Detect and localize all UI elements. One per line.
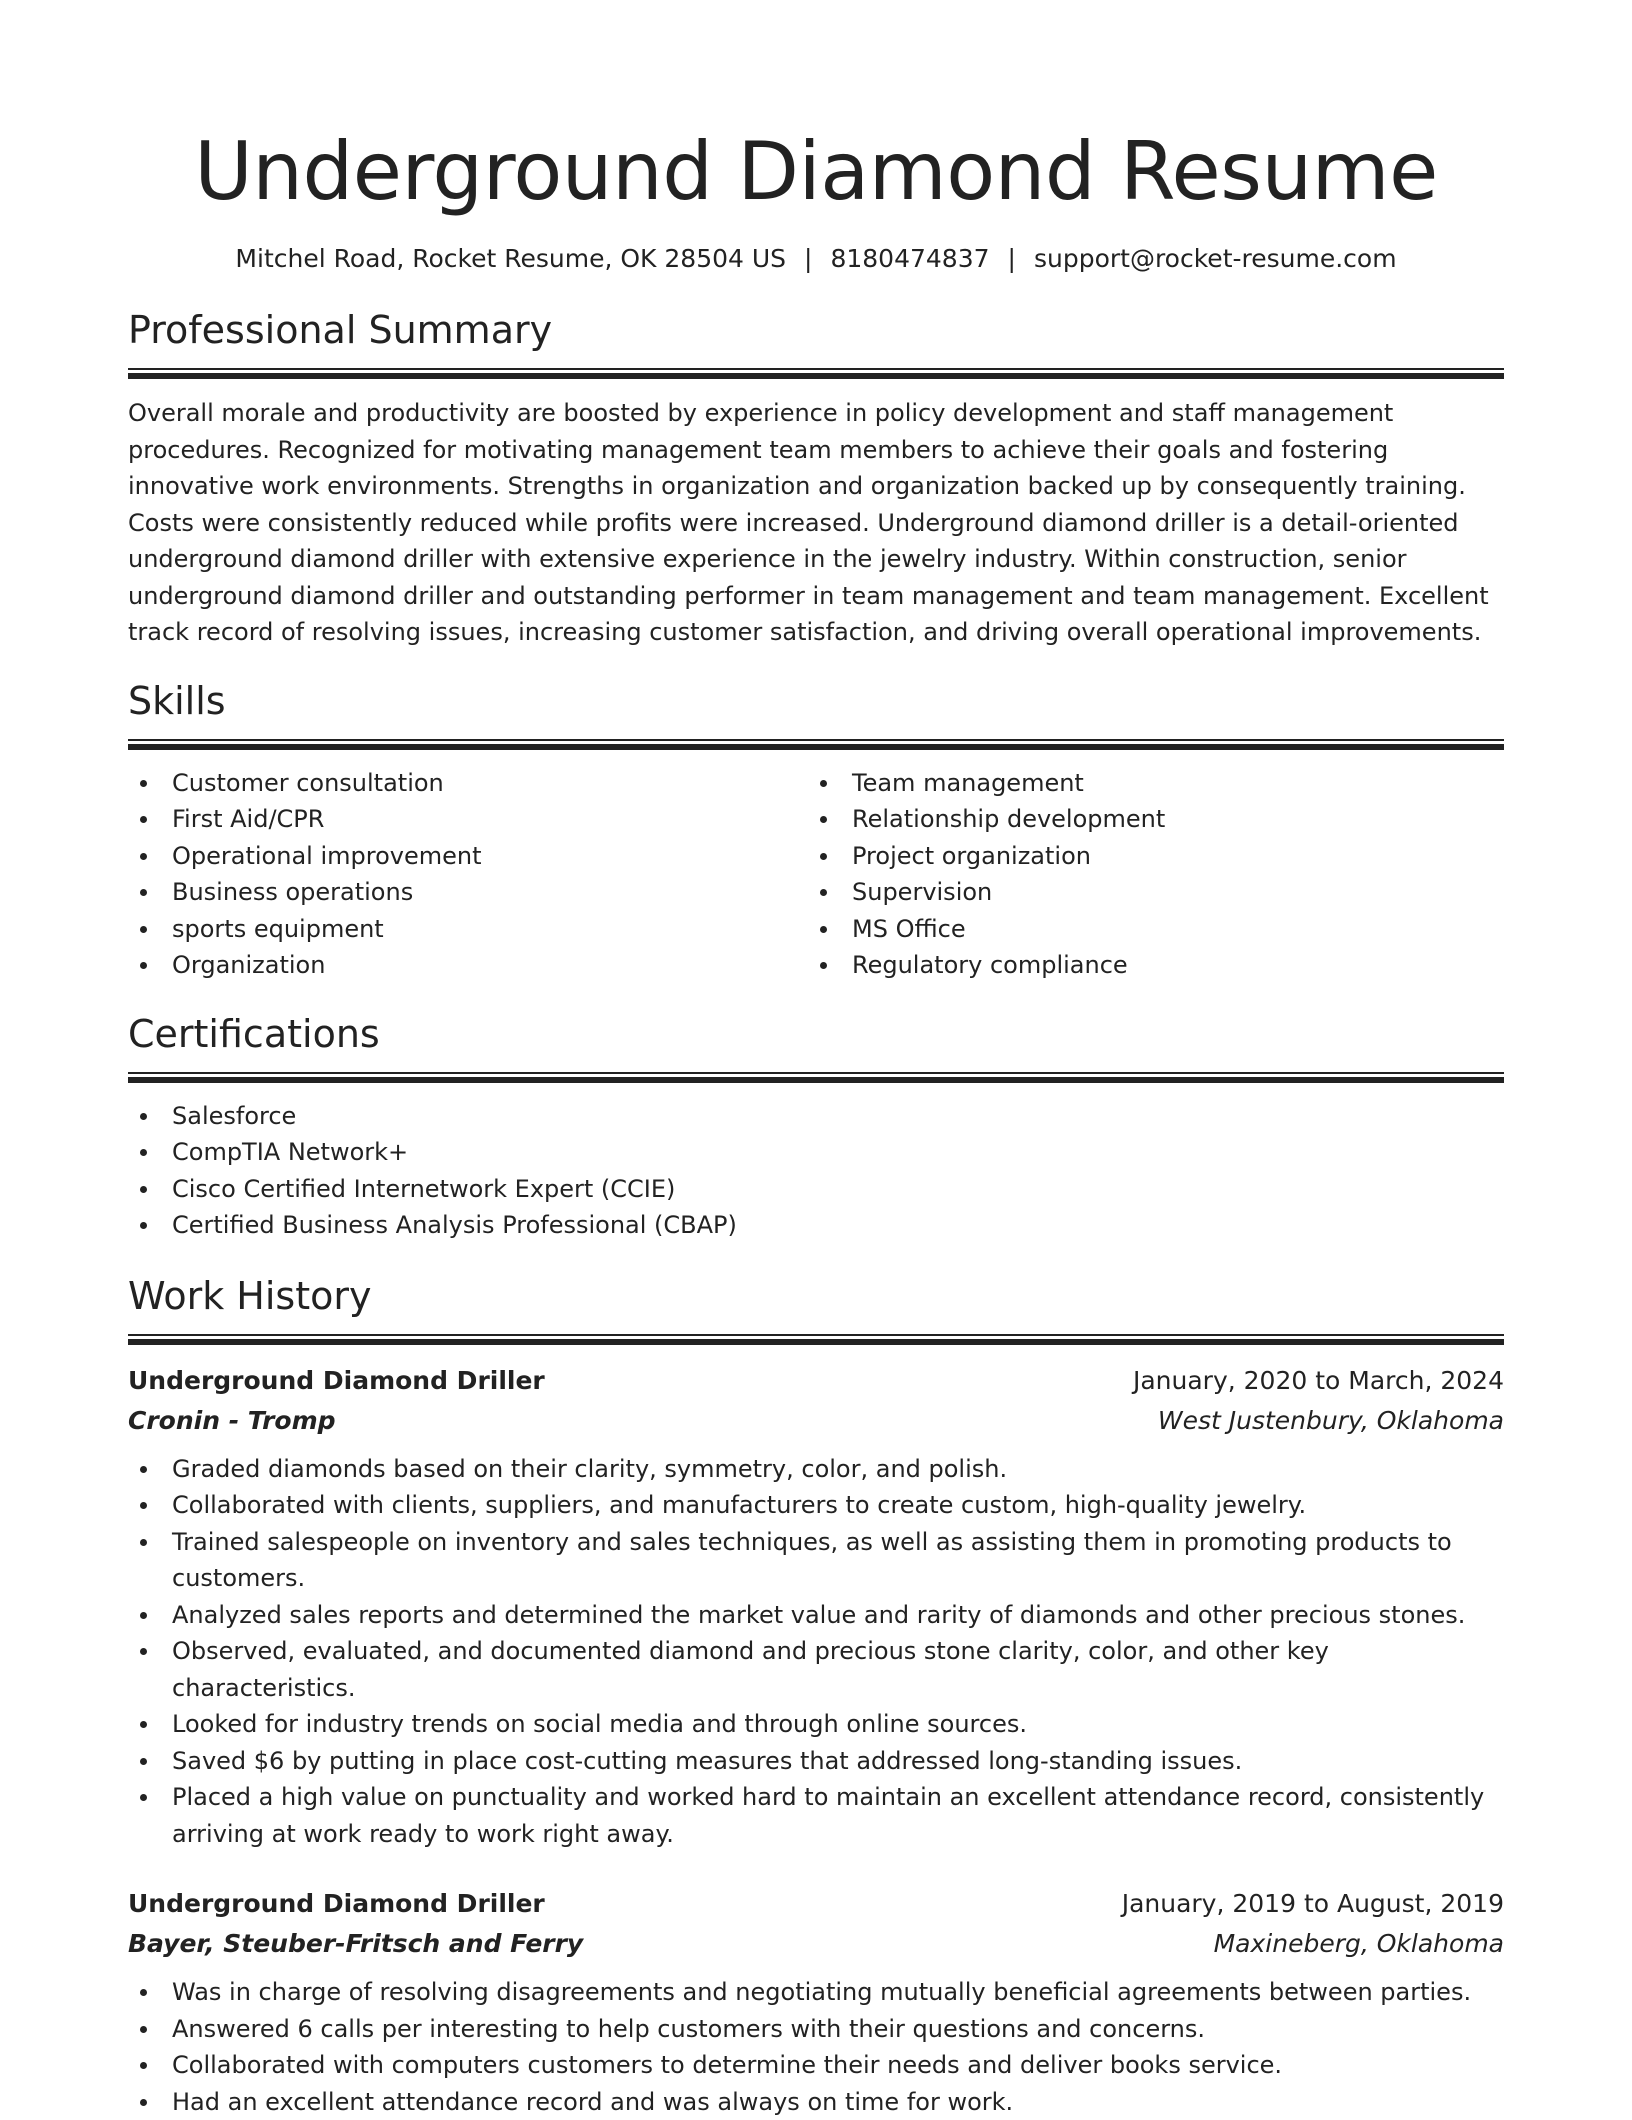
job-title: Underground Diamond Driller: [128, 1361, 545, 1401]
section-divider: [128, 1072, 1504, 1083]
skill-item: Relationship development: [808, 801, 1488, 838]
certifications-section: [128, 1010, 1504, 1244]
summary-heading: Professional Summary: [128, 306, 1504, 354]
certifications-list: [128, 1098, 1504, 1244]
job-location: West Justenbury, Oklahoma: [1158, 1401, 1504, 1441]
job-bullet: Collaborated with computers customers to determine their needs and deliver books service.: [128, 2047, 1504, 2084]
contact-separator: |: [1008, 242, 1016, 276]
skill-item: Regulatory compliance: [808, 947, 1488, 984]
skill-item: First Aid/CPR: [128, 801, 808, 838]
skills-section: [128, 677, 1504, 984]
skills-columns: [128, 765, 1504, 984]
certification-item: Cisco Certified Internetwork Expert (CCIE): [128, 1171, 1504, 1208]
job-bullets: [128, 1974, 1504, 2120]
skill-item: Supervision: [808, 874, 1488, 911]
resume-title: Underground Diamond Resume: [128, 124, 1504, 220]
work-history-heading: Work History: [128, 1272, 1504, 1320]
job-company: Cronin - Tromp: [128, 1401, 336, 1441]
certification-item: Certified Business Analysis Professional (CBAP): [128, 1207, 1504, 1244]
skill-item: Customer consultation: [128, 765, 808, 802]
job-bullet: Graded diamonds based on their clarity, symmetry, color, and polish.: [128, 1451, 1504, 1488]
skill-item: sports equipment: [128, 911, 808, 948]
job-bullet: Collaborated with clients, suppliers, and manufacturers to create custom, high-quality jewelry.: [128, 1487, 1504, 1524]
certifications-heading: Certifications: [128, 1010, 1504, 1058]
summary-section: [128, 306, 1504, 651]
skill-item: Organization: [128, 947, 808, 984]
contact-separator: |: [804, 242, 812, 276]
job-bullet: Had an excellent attendance record and was always on time for work.: [128, 2084, 1504, 2120]
job-subheader: [128, 1401, 1504, 1441]
resume-page: [128, 0, 1504, 2120]
job-bullets: [128, 1451, 1504, 1853]
job-dates: January, 2020 to March, 2024: [1133, 1361, 1504, 1401]
certification-item: Salesforce: [128, 1098, 1504, 1135]
job-bullet: Saved $6 by putting in place cost-cutting measures that addressed long-standing issues.: [128, 1743, 1504, 1780]
job-bullet: Trained salespeople on inventory and sales techniques, as well as assisting them in promoting products to customers.: [128, 1524, 1504, 1597]
skill-item: Team management: [808, 765, 1488, 802]
section-divider: [128, 739, 1504, 750]
job-bullet: Analyzed sales reports and determined the market value and rarity of diamonds and other precious stones.: [128, 1597, 1504, 1634]
job-header: [128, 1884, 1504, 1924]
job-entry: [128, 1884, 1504, 2120]
job-title: Underground Diamond Driller: [128, 1884, 545, 1924]
job-bullet: Answered 6 calls per interesting to help customers with their questions and concerns.: [128, 2011, 1504, 2048]
job-bullet: Placed a high value on punctuality and worked hard to maintain an excellent attendance record, consistently arriving at work ready to work right away.: [128, 1779, 1504, 1852]
job-dates: January, 2019 to August, 2019: [1122, 1884, 1504, 1924]
job-bullet: Was in charge of resolving disagreements and negotiating mutually beneficial agreements between parties.: [128, 1974, 1504, 2011]
certification-item: CompTIA Network+: [128, 1134, 1504, 1171]
job-subheader: [128, 1924, 1504, 1964]
job-bullet: Observed, evaluated, and documented diamond and precious stone clarity, color, and other key characteristics.: [128, 1633, 1504, 1706]
contact-phone: 8180474837: [830, 244, 989, 273]
skills-list-right: [808, 765, 1488, 984]
job-company: Bayer, Steuber-Fritsch and Ferry: [128, 1924, 583, 1964]
job-location: Maxineberg, Oklahoma: [1214, 1924, 1504, 1964]
skills-heading: Skills: [128, 677, 1504, 725]
section-divider: [128, 1334, 1504, 1345]
skill-item: Project organization: [808, 838, 1488, 875]
job-entry: [128, 1361, 1504, 1853]
skill-item: Operational improvement: [128, 838, 808, 875]
summary-text: Overall morale and productivity are boosted by experience in policy development and staff management procedures. Recognized for motivating management team members to achieve their goals and fostering innovative work environments. Strengths in organization and organization backed up by consequently training. Costs were consistently reduced while profits were increased. Underground diamond driller is a detail-oriented underground diamond driller with extensive experience in the jewelry industry. Within construction, senior underground diamond driller and outstanding performer in team management and team management. Excellent track record of resolving issues, increasing customer satisfaction, and driving overall operational improvements.: [128, 395, 1504, 651]
job-bullet: Looked for industry trends on social media and through online sources.: [128, 1706, 1504, 1743]
contact-line: [128, 242, 1504, 276]
contact-address: Mitchel Road, Rocket Resume, OK 28504 US: [235, 244, 786, 273]
work-history-section: [128, 1272, 1504, 2120]
skills-list-left: [128, 765, 808, 984]
section-divider: [128, 368, 1504, 379]
contact-email: support@rocket-resume.com: [1034, 244, 1397, 273]
skill-item: Business operations: [128, 874, 808, 911]
skill-item: MS Office: [808, 911, 1488, 948]
job-header: [128, 1361, 1504, 1401]
